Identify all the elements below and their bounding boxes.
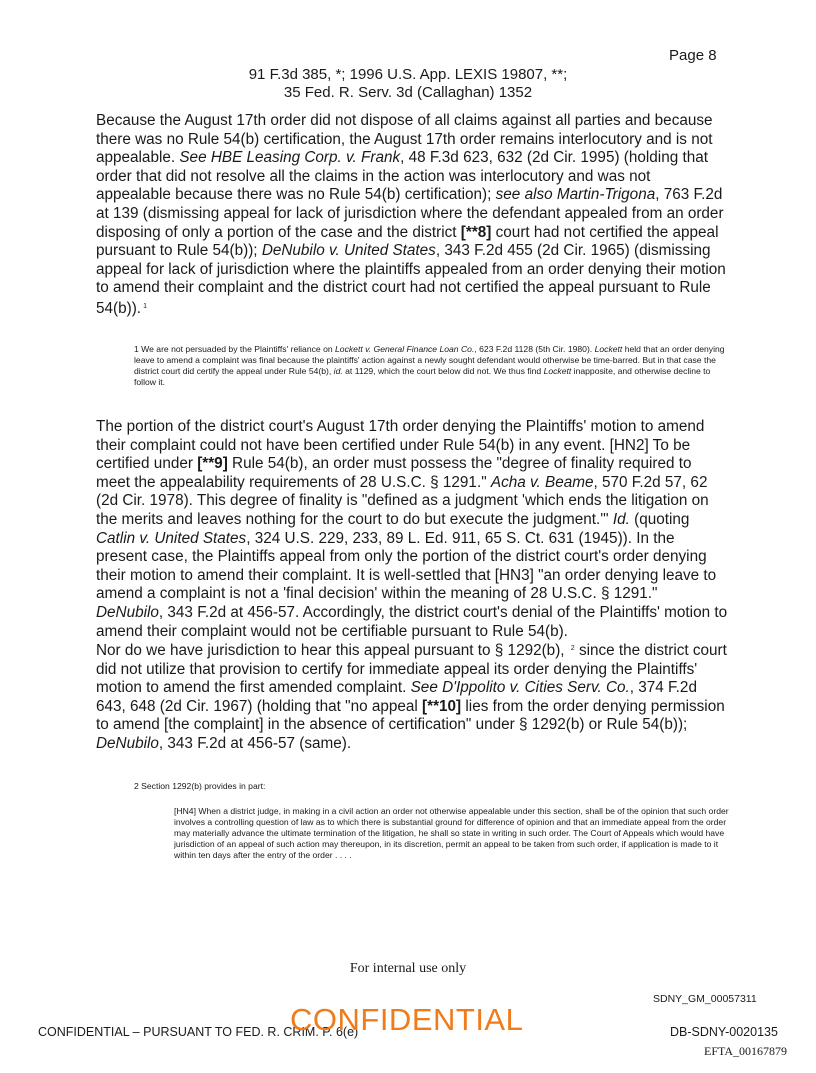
bates-number-gm: SDNY_GM_00057311 xyxy=(653,993,757,1005)
footnote-2-intro: 2 Section 1292(b) provides in part: xyxy=(134,781,266,791)
footnote-2-quote: [HN4] When a district judge, in making in a civil action an order not otherwise appealable under this section, shall be of the opinion that such order involves a controlling question of law as to which there is substantial ground for difference of opinion and that an immediate appeal from the order may materially advance the ultimate termination of the litigation, he shall so state in writing in such order. The Court of Appeals which would have jurisdiction of an appeal of such action may thereupon, in its discretion, permit an appeal to be taken from such order, if application is made to it within ten days after the entry of the order . . . . xyxy=(174,806,729,860)
citation-line-2: 35 Fed. R. Serv. 3d (Callaghan) 1352 xyxy=(283,84,533,101)
footnote-ref-2: 2 xyxy=(570,645,575,652)
efta-number: EFTA_00167879 xyxy=(704,1044,788,1058)
paragraph-3: Nor do we have jurisdiction to hear this appeal pursuant to § 1292(b), $^2$ since the district court did not utilize that provision to certify for immediate appeal its order denying the Plaintiffs' motion to amend the first amended complaint. See D'Ippolito v. Cities Serv. Co., 374 F.2d 643, 648 (2d Cir. 1967) (holding that "no appeal [**10] lies from the order denying permission to amend [the complaint] in the absence of certification" under § 1292(b) or Rule 54(b)); DeNubilo, 343 F.2d at 456-57 (same). xyxy=(96,642,727,752)
citation-line-1: 91 F.3d 385, *; 1996 U.S. App. LEXIS 19807, **; xyxy=(248,66,568,83)
paragraph-1: Because the August 17th order did not dispose of all claims against all parties and because there was no Rule 54(b) certification, the August 17th order remains interlocutory and is not appealable. See HBE Leasing Corp. v. Frank, 48 F.3d 623, 632 (2d Cir. 1995) (holding that order that did not resolve all the claims in the action was interlocutory and was not appealable because there was no Rule 54(b) certification); see also Martin-Trigona, 763 F.2d at 139 (dismissing appeal for lack of jurisdiction where the defendant appealed from an order disposing of only a portion of the case and the district [**8] court had not certified the appeal pursuant to Rule 54(b)); DeNubilo v. United States, 343 F.2d 455 (2d Cir. 1965) (dismissing appeal for lack of jurisdiction where the plaintiffs appealed from an order denying their motion to amend their complaint and the district court had not certified the appeal pursuant to Rule 54(b)). $^1$ xyxy=(96,112,726,317)
footnote-1: 1 We are not persuaded by the Plaintiffs' reliance on Lockett v. General Finance Loan Co., 623 F.2d 1128 (5th Cir. 1980). Lockett held that an order denying leave to amend a complaint was final because the plaintiffs' action against a newly sought defendant would otherwise be time-barred. But in that case the district court did certify the appeal under Rule 54(b), id. at 1129, which the court below did not. We thus find Lockett inapposite, and otherwise decline to follow it. xyxy=(134,344,725,387)
bates-number-db: DB-SDNY-0020135 xyxy=(670,1025,778,1039)
internal-use-note: For internal use only xyxy=(349,961,467,976)
confidential-stamp: CONFIDENTIAL xyxy=(290,1002,524,1037)
footnote-ref-1: 1 xyxy=(143,302,147,310)
page-number: Page 8 xyxy=(669,47,717,64)
paragraph-2: The portion of the district court's August 17th order denying the Plaintiffs' motion to amend their complaint could not have been certified under Rule 54(b) in any event. [HN2] To be certified under [**9] Rule 54(b), an order must possess the "degree of finality required to meet the appealability requirements of 28 U.S.C. § 1291." Acha v. Beame, 570 F.2d 57, 62 (2d Cir. 1978). This degree of finality is "defined as a judgment 'which ends the litigation on the merits and leaves nothing for the court to do but execute the judgment.'" Id. (quoting Catlin v. United States, 324 U.S. 229, 233, 89 L. Ed. 911, 65 S. Ct. 631 (1945)). In the present case, the Plaintiffs appeal from only the portion of the district court's order denying their motion to amend their complaint. It is well-settled that [HN3] "an order denying leave to amend a complaint is not a 'final decision' within the meaning of 28 U.S.C. § 1291." DeNubilo, 343 F.2d at 456-57. Accordingly, the district court's denial of the Plaintiffs' motion to amend their complaint would not be certifiable pursuant to Rule 54(b). xyxy=(96,418,728,640)
confidential-notice: CONFIDENTIAL – PURSUANT TO FED. R. CRIM. P. 6(e) xyxy=(38,1025,359,1039)
